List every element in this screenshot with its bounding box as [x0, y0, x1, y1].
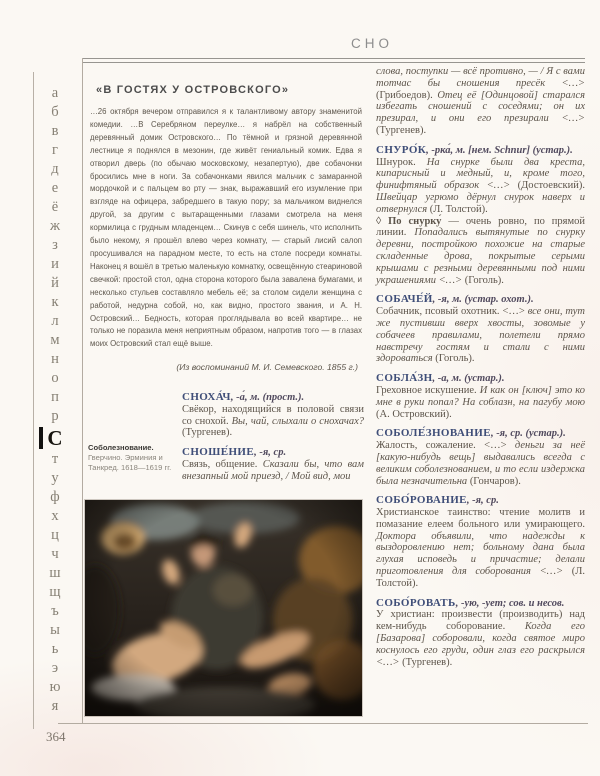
- entry-segment-def: Связь, общение.: [182, 458, 263, 470]
- content-left-rule: [82, 58, 83, 723]
- entry-headword: СНУРО́К: [376, 143, 427, 156]
- entry-segment-src: (Л. Толстой).: [427, 203, 488, 215]
- entry-headword: СОБОЛЕ́ЗНОВАНИЕ: [376, 427, 491, 440]
- entry-segment-def: Жалость, сожаление. <…>: [376, 440, 515, 452]
- entry-headline: [182, 392, 364, 404]
- entry-headline: [182, 447, 364, 459]
- entry-segment-def: Собачник, псовый охотник. <…>: [376, 306, 528, 318]
- entry-сношение: [182, 447, 364, 482]
- entry-grammar: , -я, ср.: [254, 447, 287, 459]
- entry-segment-idiom: ◊ По снурку́: [376, 215, 442, 227]
- alphabet-letter-е: е: [51, 180, 59, 196]
- entries-column-right: [376, 66, 585, 676]
- entry-body: [376, 507, 585, 590]
- alphabet-letter-к: к: [51, 294, 59, 310]
- bottom-rule: [58, 723, 588, 724]
- entry-segment-cite: На снурке были два креста, кипарисный и медный, и, кроме того, финифтяный образок <…>: [376, 156, 585, 192]
- sidebar-rule: [33, 72, 34, 729]
- entry-headline: [376, 145, 585, 157]
- entry-headline: [376, 294, 585, 306]
- alphabet-letter-н: н: [51, 351, 59, 367]
- entry-соболезнование: [376, 428, 585, 487]
- alphabet-letter-й: й: [51, 275, 59, 291]
- entry-соборовать: [376, 598, 585, 669]
- entry-body: [376, 157, 585, 216]
- alphabet-letter-б: б: [51, 104, 59, 120]
- alphabet-letter-ъ: ъ: [51, 603, 59, 619]
- alphabet-letter-м: м: [50, 332, 60, 348]
- entry-grammar: , -я, ср.: [466, 495, 499, 507]
- alphabet-letter-ц: ц: [51, 527, 59, 543]
- entry-continuation: [376, 66, 585, 137]
- entry-segment-cite: Отец её [Одинцовой] старался избегать сношений с соседями; он их презирал, и они его презирали <…>: [376, 89, 585, 125]
- page-number: 364: [46, 729, 66, 744]
- alphabet-letter-г: г: [52, 142, 58, 158]
- entry-headline: [376, 428, 585, 440]
- entry-grammar: , -рка́, м. [нем. Schnur] (устар.).: [426, 144, 573, 156]
- entry-headword: СНОШЕ́НИЕ: [182, 446, 255, 459]
- entry-segment-src: (Тургенев).: [376, 124, 427, 136]
- alphabet-letter-я: я: [51, 698, 59, 714]
- entry-grammar: , -ую, -ует; сов. и несов.: [455, 597, 565, 609]
- entry-body: [182, 459, 364, 483]
- entry-segment-def: Христианское таинство: чтение молитв и помазание елеем больного или умирающего.: [376, 507, 585, 530]
- entries-column-left: [182, 392, 364, 491]
- entry-body: [376, 609, 585, 668]
- entry-segment-cite: Попадались вытянутые по снурку деревни, постройкою похожие на старые складенные дрова, покрытые серыми крышами с резными деревянными под ними украшениями <…>: [376, 227, 586, 286]
- entry-segment-src: (Гончаров).: [467, 475, 521, 487]
- entry-segment-cite: все они, тут же пустивши вверх хвосты, зовомые у собачеев правилами, полетели прямо навстречу гостям и стали с ними здороваться: [376, 306, 585, 365]
- entry-segment-cite: Когда его [Базарова] соборовали, когда святое миро коснулось его груди, один глаз его раскрылся <…>: [376, 621, 585, 668]
- entry-grammar: , -а, м. (устар.).: [432, 373, 505, 385]
- alphabet-letter-о: о: [51, 370, 59, 386]
- entry-segment-cite: слова, поступки — всё противно, — / Я с вами тотчас бы сношения пресёк <…>: [376, 66, 585, 89]
- entry-снохач: [182, 392, 364, 439]
- alphabet-letter-р: р: [51, 408, 59, 424]
- entry-grammar: , -а́, м. (прост.).: [230, 392, 305, 403]
- entry-segment-cite: И как он [ключ] это ко мне в руки попал? На соблазн, на пагубу мою: [376, 384, 585, 408]
- entry-segment-cite: Доктора объявили, что надежды к выздоровлению нет; больному дана была глухая исповедь и причастие; делали приготовления для соборования <…>: [376, 530, 585, 578]
- entry-headline: [376, 495, 585, 507]
- quote-box-attribution: (Из воспоминаний М. И. Семевского. 1855 г.): [176, 362, 358, 372]
- entry-segment-src: (Гоголь).: [462, 274, 504, 286]
- entry-segment-cite: Вы, чай, слыхали о снохачах?: [231, 415, 364, 427]
- painting-erminia-and-tancred: [85, 500, 362, 716]
- alphabet-letter-ж: ж: [49, 218, 61, 234]
- entry-headword: СОБО́РОВАНИЕ: [376, 494, 467, 507]
- active-letter-marker: [39, 427, 43, 449]
- alphabet-index: [38, 84, 72, 716]
- alphabet-letter-л: л: [51, 313, 59, 329]
- alphabet-letter-ш: ш: [49, 565, 61, 581]
- entry-собачеи: [376, 294, 585, 365]
- entry-headline: [376, 373, 585, 385]
- alphabet-letter-т: т: [51, 451, 59, 467]
- alphabet-letter-у: у: [51, 470, 59, 486]
- alphabet-letter-п: п: [51, 389, 59, 405]
- entry-body: [376, 216, 585, 287]
- alphabet-letter-х: х: [51, 508, 59, 524]
- alphabet-letter-в: в: [51, 123, 59, 139]
- alphabet-letter-а: а: [51, 85, 59, 101]
- alphabet-letter-ы: ы: [50, 622, 60, 638]
- painting-caption: [88, 443, 174, 473]
- header-double-rule: [82, 58, 585, 63]
- alphabet-letter-э: э: [51, 660, 59, 676]
- entry-grammar: , -я, ср. (устар.).: [490, 428, 566, 440]
- alphabet-letter-и: и: [51, 256, 59, 272]
- alphabet-letter-ё: ё: [51, 199, 59, 215]
- entry-segment-def: У христиан: произвести (производить) над кем-нибудь соборование.: [376, 609, 585, 633]
- entry-headword: СНОХА́Ч: [182, 391, 231, 403]
- entry-соборование: [376, 495, 585, 589]
- quote-paragraph: …26 октября вечером отправился я к талантливому автору знаменитой комедии. …В Серебряном переулке… я набрёл на собственный деревянный домик Островского… По тёмной и грязной деревянной лестнице я поднялся в мезонин, где живёт гениальный комик. Едва я отворил дверь (по обычаю московскому, незапертую), две собачонки бросились мне в ноги. За собачонками явился мальчик с замаранной мордочкой и с пальцем во рту — знак, выражавший его изумление при взгляде на офицера, забредшего в такую пору; за мальчиком виднелся другой, за другим с вытаращенными глазами смотрела на меня кормилица с грудным младенцем… Скинув с себя шинель, что исполнить было некому, я прошёл влево через комнату, — старый лисий салоп просушивался на парадном месте, то есть на столе посреди комнаты. Наконец я вошёл в третью маленькую комнатку, освещённую стеариновой свечкой: простой стол, одна сторона которого была завалена бумагами, и несколько стульев составляло мебель её; за столом сидели женщина с работой, недурна собой, но, как видно, простого звания, и А. Н. Островский… Бедность, которая проглядывала во всей квартире… не только не поразила меня неприятным образом, напротив того — в глазах моих Островский стал ещё выше.: [90, 107, 362, 349]
- entry-body: [376, 385, 585, 420]
- entry-segment-cite: деньги за неё [какую-нибудь вещь] выдавались всегда с великим соболезнованием, и то если издержка была незначительна: [376, 440, 585, 487]
- alphabet-letter-ч: ч: [51, 546, 59, 562]
- painting-image: [85, 500, 362, 716]
- entry-headword: СОБАЧЕ́Й: [376, 293, 433, 306]
- entry-headword: СОБЛА́ЗН: [376, 372, 433, 385]
- alphabet-letter-С: С: [38, 426, 72, 450]
- entry-segment-src: (Тургенев).: [182, 427, 233, 439]
- entry-segment-src: (Гоголь).: [432, 353, 475, 365]
- entry-body: [376, 66, 585, 137]
- entry-grammar: , -я, м. (устар. охот.).: [432, 294, 534, 306]
- entry-segment-cite: Швейцар угрюмо дёрнул снурок наверх и отвернулся: [376, 191, 585, 215]
- alphabet-letter-ф: ф: [50, 489, 60, 505]
- entry-segment-src: (Л. Толстой).: [376, 566, 585, 589]
- alphabet-letter-щ: щ: [49, 584, 61, 600]
- painting-caption-details: Гверчино. Эрминия и Танкред. 1618—1619 гг.: [88, 453, 172, 472]
- entry-segment-def: — очень ровно, по прямой линии.: [376, 215, 585, 239]
- quote-box-title: «В ГОСТЯХ У ОСТРОВСКОГО»: [96, 84, 290, 96]
- entry-headword: СОБО́РОВАТЬ: [376, 596, 456, 609]
- entry-соблазн: [376, 373, 585, 420]
- entry-segment-cite: Сказали бы, что вам внезапный мой приезд, / Мой вид, мои: [182, 458, 365, 482]
- entry-segment-src: (Достоевский).: [510, 180, 585, 192]
- painting-caption-title: Соболезнование.: [88, 443, 154, 452]
- entry-headline: [376, 598, 585, 610]
- entry-segment-src: (А. Островский).: [376, 408, 452, 420]
- entry-снурок: [376, 145, 585, 287]
- running-head: СНО: [351, 36, 393, 51]
- alphabet-letter-д: д: [51, 161, 59, 177]
- alphabet-letter-ю: ю: [49, 679, 61, 695]
- alphabet-letter-з: з: [52, 237, 58, 253]
- entry-segment-def: Шнурок.: [376, 156, 427, 168]
- entry-segment-def: Греховное искушение.: [376, 384, 480, 396]
- entry-segment-src: (Тургенев).: [399, 656, 453, 668]
- entry-body: [376, 440, 585, 487]
- quote-box-body: [90, 106, 362, 351]
- entry-segment-def: Свёкор, находящийся в половой связи со снохой.: [182, 403, 364, 427]
- entry-segment-src: (Грибоедов).: [376, 89, 438, 101]
- entry-body: [376, 306, 585, 365]
- alphabet-letter-ь: ь: [51, 641, 59, 657]
- entry-body: [182, 404, 364, 439]
